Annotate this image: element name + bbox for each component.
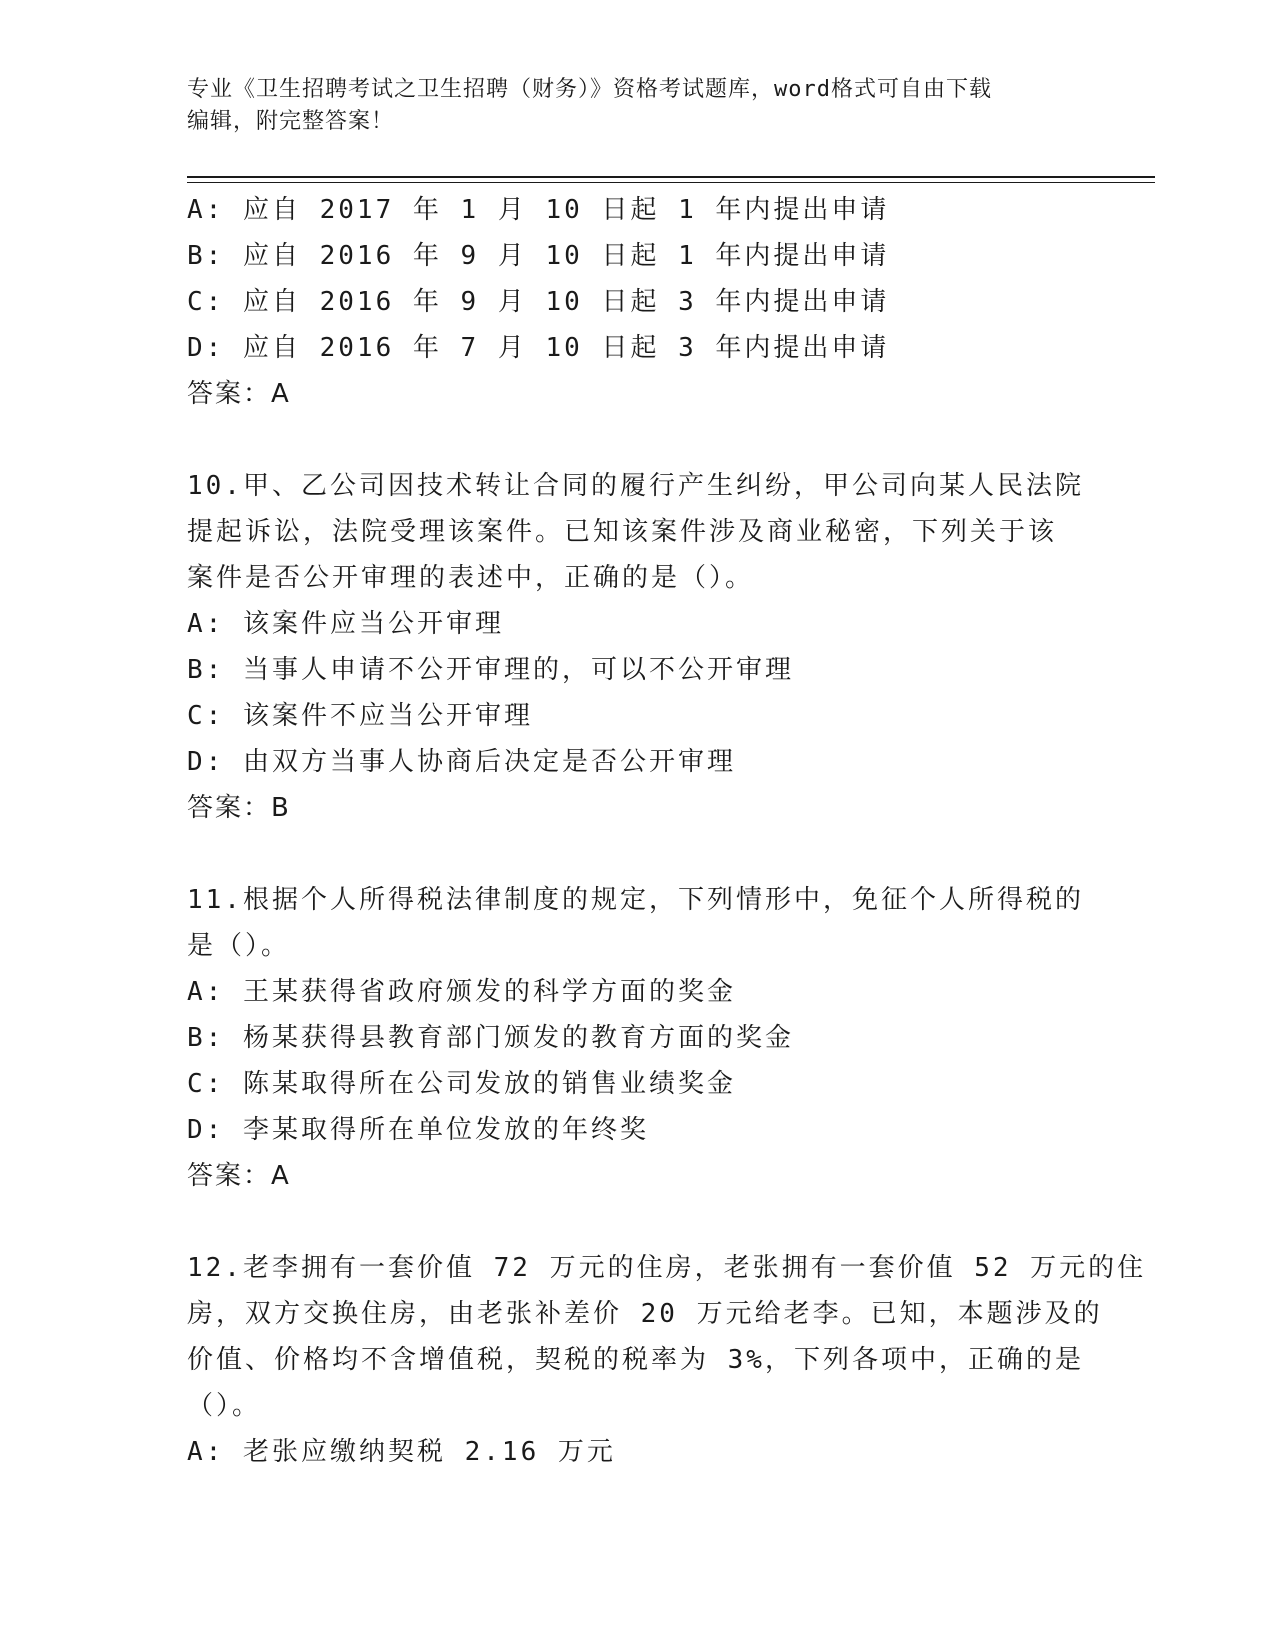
option-b: B: 应自 2016 年 9 月 10 日起 1 年内提出申请 — [187, 241, 890, 271]
question-stem-line: 是（）。 — [187, 931, 291, 961]
header-line-2: 编辑，附完整答案！ — [187, 109, 395, 134]
question-stem-line: （）。 — [187, 1391, 262, 1421]
question-11 — [187, 877, 1087, 1199]
question-stem-line: 价值、价格均不含增值税，契税的税率为 3%，下列各项中，正确的是 — [187, 1345, 1084, 1375]
option-b: B: 当事人申请不公开审理的，可以不公开审理 — [187, 655, 794, 685]
option-a: A: 该案件应当公开审理 — [187, 609, 504, 639]
question-stem-line: 案件是否公开审理的表述中，正确的是（）。 — [187, 563, 755, 593]
option-d: D: 由双方当事人协商后决定是否公开审理 — [187, 747, 736, 777]
question-stem-line: 提起诉讼，法院受理该案件。已知该案件涉及商业秘密，下列关于该 — [187, 517, 1058, 547]
option-d: D: 李某取得所在单位发放的年终奖 — [187, 1115, 649, 1145]
option-d: D: 应自 2016 年 7 月 10 日起 3 年内提出申请 — [187, 333, 890, 363]
question-12 — [187, 1245, 1147, 1475]
header-line-1: 专业《卫生招聘考试之卫生招聘（财务）》资格考试题库，word格式可自由下载 — [187, 77, 992, 102]
document-header — [187, 74, 1067, 138]
question-10 — [187, 463, 1087, 831]
header-rule-thick — [187, 176, 1155, 178]
question-stem-line: 10.甲、乙公司因技术转让合同的履行产生纠纷，甲公司向某人民法院 — [187, 471, 1084, 501]
answer-line: 答案：A — [187, 379, 291, 409]
spacer — [187, 831, 1087, 877]
spacer — [187, 1199, 1087, 1245]
question-content — [187, 187, 1147, 1475]
answer-line: 答案：B — [187, 793, 291, 823]
question-9 — [187, 187, 1087, 417]
option-c: C: 陈某取得所在公司发放的销售业绩奖金 — [187, 1069, 736, 1099]
header-rule-thin — [187, 182, 1155, 183]
option-a: A: 老张应缴纳契税 2.16 万元 — [187, 1437, 616, 1467]
spacer — [187, 417, 1087, 463]
option-b: B: 杨某获得县教育部门颁发的教育方面的奖金 — [187, 1023, 794, 1053]
question-stem-line: 房，双方交换住房，由老张补差价 20 万元给老李。已知，本题涉及的 — [187, 1299, 1103, 1329]
question-stem-line: 12.老李拥有一套价值 72 万元的住房，老张拥有一套价值 52 万元的住 — [187, 1253, 1147, 1283]
option-c: C: 该案件不应当公开审理 — [187, 701, 533, 731]
option-a: A: 应自 2017 年 1 月 10 日起 1 年内提出申请 — [187, 195, 890, 225]
option-a: A: 王某获得省政府颁发的科学方面的奖金 — [187, 977, 736, 1007]
question-stem-line: 11.根据个人所得税法律制度的规定，下列情形中，免征个人所得税的 — [187, 885, 1084, 915]
answer-line: 答案：A — [187, 1161, 291, 1191]
option-c: C: 应自 2016 年 9 月 10 日起 3 年内提出申请 — [187, 287, 890, 317]
